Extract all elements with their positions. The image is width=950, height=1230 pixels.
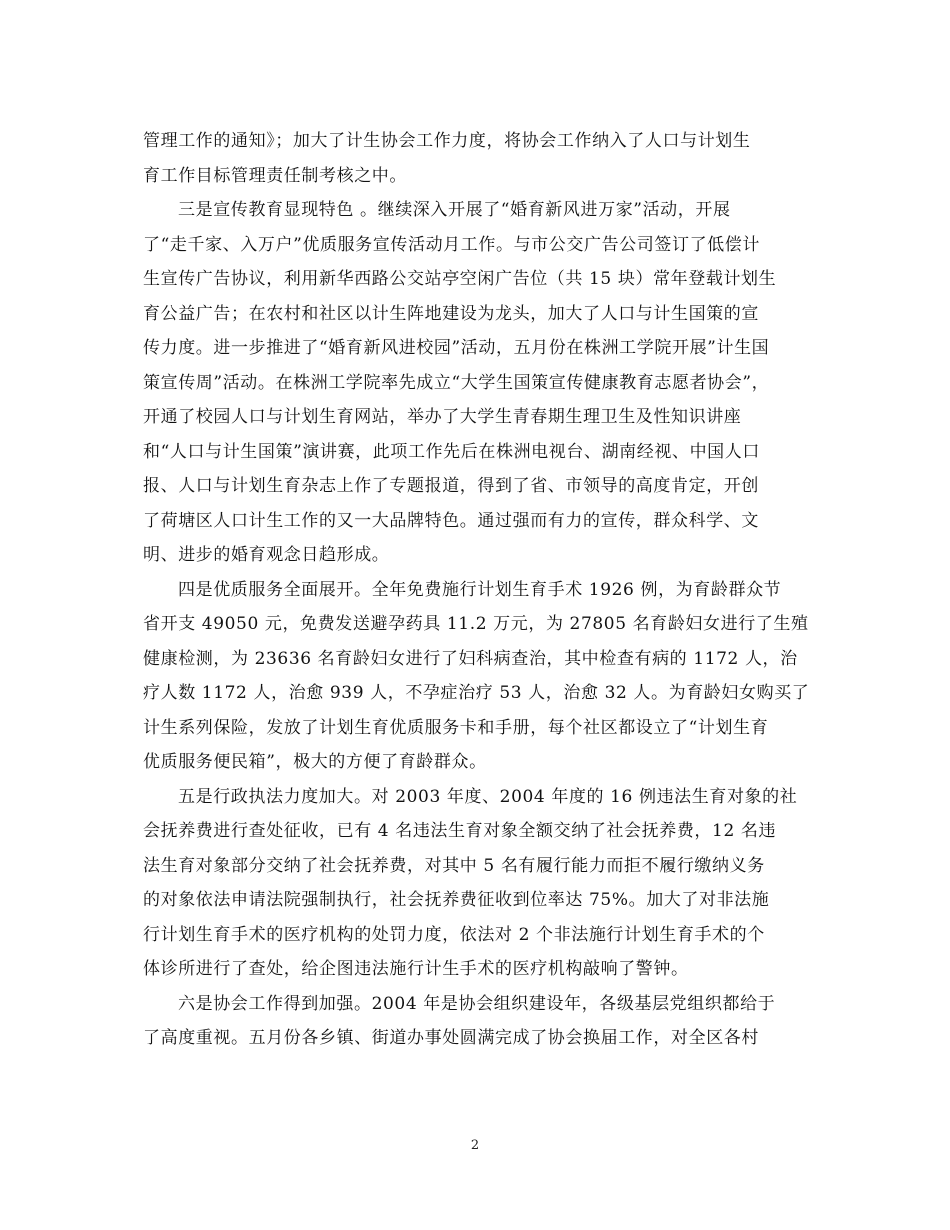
text-line: 的对象依法申请法院强制执行，社会抚养费征收到位率达 75%。加大了对非法施 (143, 890, 770, 910)
text-line: 健康检测，为 23636 名育龄妇女进行了妇科病查治，其中检查有病的 1172 人，治 (143, 649, 798, 669)
text-line: 策宣传周”活动。在株洲工学院率先成立“大学生国策宣传健康教育志愿者协会”， (143, 373, 770, 393)
text-line: 明、进步的婚育观念日趋形成。 (143, 545, 390, 565)
page-number: 2 (470, 1138, 480, 1153)
text-line: 体诊所进行了查处，给企图违法施行计生手术的医疗机构敲响了警钟。 (143, 959, 689, 979)
text-line: 管理工作的通知》；加大了计生协会工作力度，将协会工作纳入了人口与计划生 (143, 131, 751, 151)
text-line: 育工作目标管理责任制考核之中。 (143, 166, 407, 186)
text-line: 省开支 49050 元，免费发送避孕药具 11.2 万元，为 27805 名育龄妇女进行了生殖 (143, 614, 809, 634)
text-line: 育公益广告；在农村和社区以计生阵地建设为龙头，加大了人口与计生国策的宣 (143, 304, 759, 324)
text-line: 疗人数 1172 人，治愈 939 人，不孕症治疗 53 人，治愈 32 人。为育龄妇女购买了 (143, 683, 810, 703)
text-line: 生宣传广告协议，利用新华西路公交站亭空闲广告位（共 15 块）常年登载计划生 (143, 269, 777, 289)
paragraph-first-line: 三是宣传教育显现特色 。继续深入开展了“婚育新风进万家”活动，开展 (178, 200, 731, 220)
text-line: 和“人口与计生国策”演讲赛，此项工作先后在株洲电视台、湖南经视、中国人口 (143, 442, 760, 462)
text-line: 了荷塘区人口计生工作的又一大品牌特色。通过强而有力的宣传，群众科学、文 (143, 511, 759, 531)
text-line: 报、人口与计划生育杂志上作了专题报道，得到了省、市领导的高度肯定，开创 (143, 476, 759, 496)
text-line: 会抚养费进行查处征收，已有 4 名违法生育对象全额交纳了社会抚养费，12 名违 (143, 821, 777, 841)
text-line: 计生系列保险，发放了计划生育优质服务卡和手册，每个社区都设立了“计划生育 (143, 718, 769, 738)
text-line: 开通了校园人口与计划生育网站，举办了大学生青春期生理卫生及性知识讲座 (143, 407, 742, 427)
text-line: 优质服务便民箱”，极大的方便了育龄群众。 (143, 752, 487, 772)
text-line: 法生育对象部分交纳了社会抚养费，对其中 5 名有履行能力而拒不履行缴纳义务 (143, 856, 765, 876)
text-line: 了高度重视。五月份各乡镇、街道办事处圆满完成了协会换届工作，对全区各村 (143, 1028, 759, 1048)
text-line: 了“走千家、入万户”优质服务宣传活动月工作。与市公交广告公司签订了低偿计 (143, 235, 760, 255)
paragraph-first-line: 六是协会工作得到加强。2004 年是协会组织建设年，各级基层党组织都给于 (178, 994, 776, 1014)
paragraph-first-line: 四是优质服务全面展开。全年免费施行计划生育手术 1926 例，为育龄群众节 (178, 580, 782, 600)
text-line: 传力度。进一步推进了“婚育新风进校园”活动，五月份在株洲工学院开展”计生国 (143, 338, 770, 358)
paragraph-first-line: 五是行政执法力度加大。对 2003 年度、2004 年度的 16 例违法生育对象的社 (178, 787, 798, 807)
text-line: 行计划生育手术的医疗机构的处罚力度，依法对 2 个非法施行计划生育手术的个 (143, 925, 765, 945)
